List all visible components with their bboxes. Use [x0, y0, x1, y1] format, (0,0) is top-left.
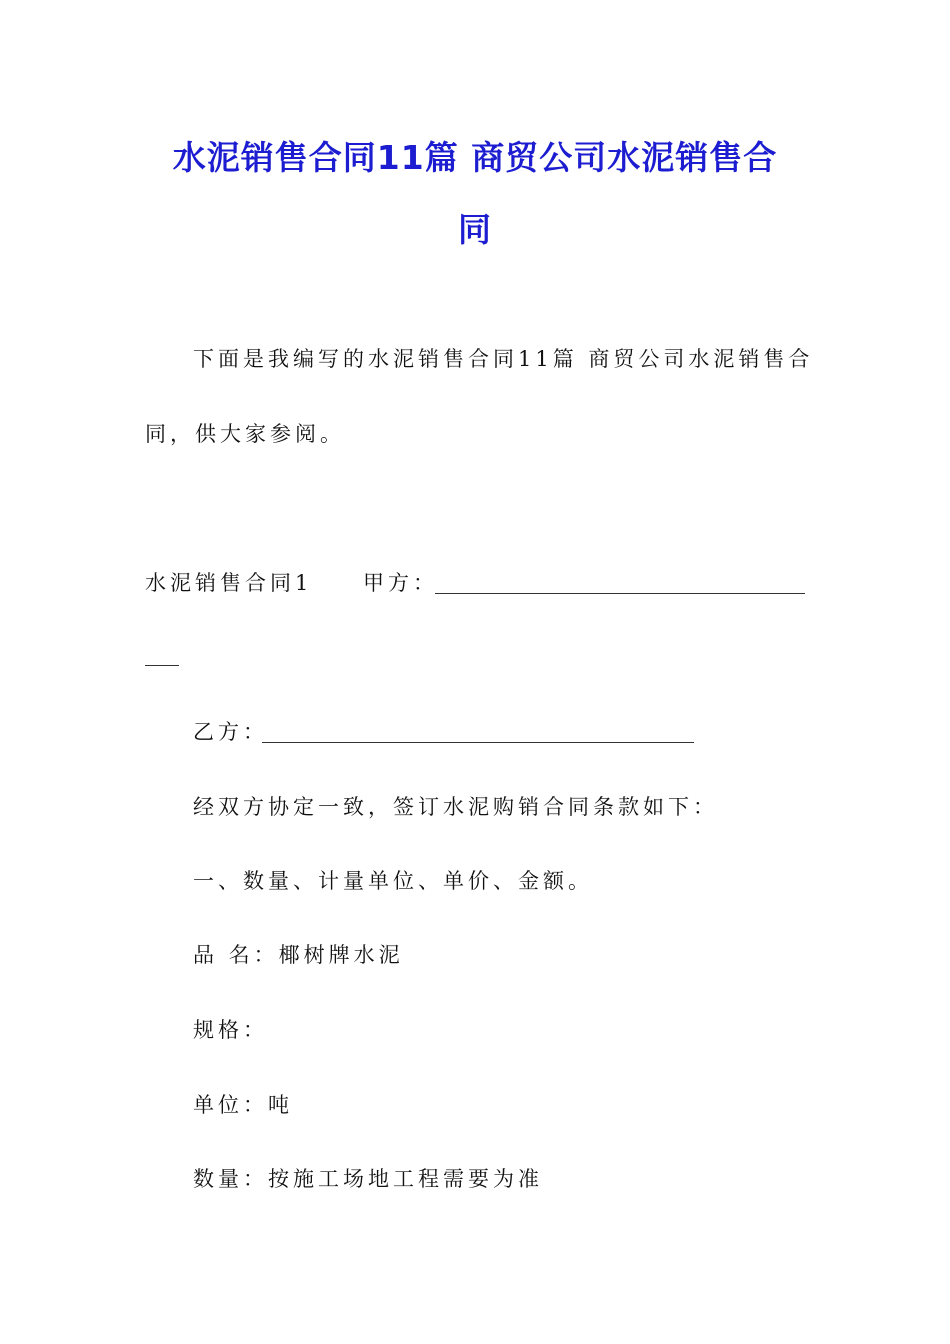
party-a-blank-continuation	[145, 665, 179, 666]
intro-line-2: 同，供大家参阅。	[145, 422, 345, 446]
product-spec: 规格：	[193, 1018, 268, 1042]
party-b-label: 乙方：	[193, 720, 268, 744]
party-a-blank-line	[435, 593, 805, 594]
agreement-text: 经双方协定一致，签订水泥购销合同条款如下：	[193, 795, 718, 819]
product-quantity: 数量：按施工场地工程需要为准	[193, 1167, 543, 1191]
document-title-line-1: 水泥销售合同11篇 商贸公司水泥销售合	[172, 138, 778, 177]
party-b-blank-line	[262, 742, 694, 743]
party-a-label: 甲方：	[363, 571, 438, 595]
contract-1-heading: 水泥销售合同1	[145, 571, 313, 595]
section-1-heading: 一、数量、计量单位、单价、金额。	[193, 869, 593, 893]
product-unit: 单位：吨	[193, 1093, 293, 1117]
intro-line-1: 下面是我编写的水泥销售合同11篇 商贸公司水泥销售合	[193, 347, 814, 371]
document-title-line-2: 同	[458, 210, 492, 249]
product-name: 品 名：椰树牌水泥	[193, 943, 404, 967]
